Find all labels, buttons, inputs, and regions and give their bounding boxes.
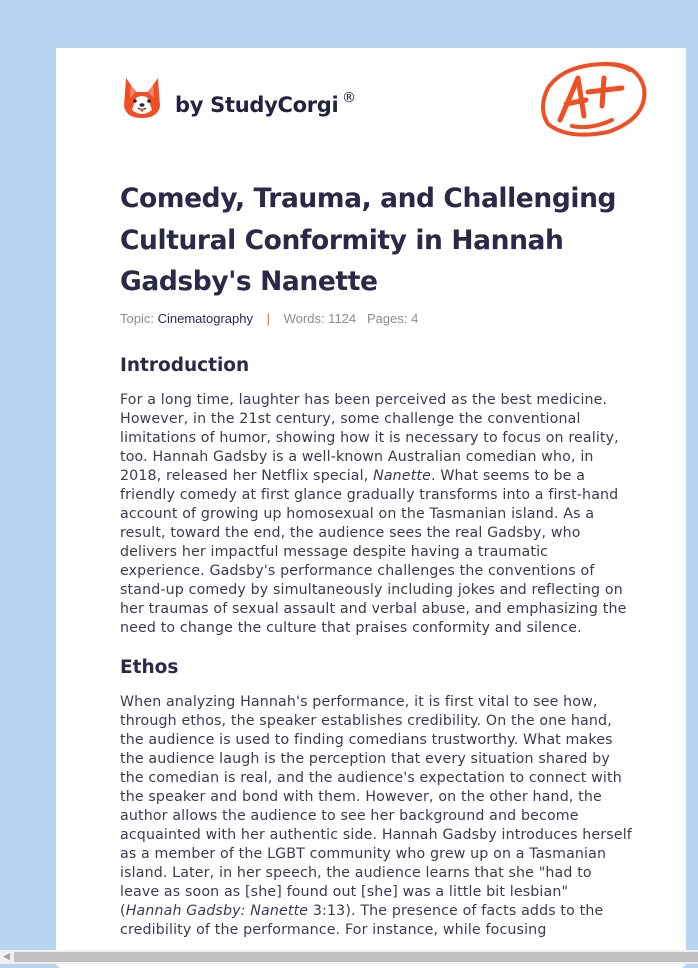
logo-text: by StudyCorgi: [175, 93, 339, 117]
section-heading-introduction: Introduction: [120, 355, 250, 376]
text-run: 3:13). The presence of facts adds to the credibility of the performance. For instance, while focusing: [120, 903, 604, 938]
word-count: Words: 1124: [283, 311, 357, 326]
text-run: When analyzing Hannah's performance, it is first vital to see how, through ethos, the speaker establishes credibility. On the one hand, the audience is used to finding comedians trustworthy. What makes the audience laugh is the perception that every situation shared by the comedian is real, and the audience's expectation to connect with the speaker and bond with them. However, on the other hand, the author allows the audience to see her background and become acquainted with her authentic side. Hannah Gadsby introduces herself as a member of the LGBT community who grew up on a Tasmanian island. Later, in her speech, the audience learns that she "had to leave as soon as [she] found out [she] was a little bit lesbian" (: [120, 694, 632, 919]
studycorgi-logo[interactable]: [122, 76, 162, 120]
italic-citation: Hannah Gadsby: Nanette: [125, 903, 309, 919]
scrollbar-thumb[interactable]: [14, 952, 698, 962]
text-run: . What seems to be a friendly comedy at first glance gradually transforms into a first-hand account of growing up homosexual on the Tasmanian island. As a result, toward the end, the audience sees the real Gadsby, who delivers her impactful message despite having a traumatic experience. Gadsby's performance challenges the conventions of stand-up comedy by simultaneously including jokes and reflecting on her traumas of sexual assault and verbal abuse, and emphasizing the need to change the culture that praises conformity and silence.: [120, 468, 627, 636]
page-count: Pages: 4: [366, 311, 419, 326]
document-meta: [120, 311, 418, 326]
topic-link[interactable]: Cinematography: [157, 311, 253, 326]
introduction-paragraph: [120, 391, 632, 638]
section-heading-ethos: Ethos: [120, 657, 179, 678]
a-plus-grade-icon: [538, 58, 648, 140]
horizontal-scrollbar[interactable]: [0, 950, 698, 964]
text-run: For a long time, laughter has been perceived as the best medicine. However, in the 21st century, some challenge the conventional limitations of humor, showing how it is necessary to focus on reality, too. Hannah Gadsby is a well-known Australian comedian who, in 2018, released her Netflix special,: [120, 392, 619, 484]
corgi-icon: [122, 76, 162, 120]
meta-separator: |: [266, 311, 270, 326]
ethos-paragraph: [120, 693, 632, 940]
italic-title: Nanette: [373, 468, 431, 484]
topic-label: Topic:: [120, 311, 154, 326]
registered-mark: ®: [342, 90, 356, 106]
scroll-left-arrow-icon[interactable]: ◀: [3, 952, 10, 962]
document-title: Comedy, Trauma, and Challenging Cultural Conformity in Hannah Gadsby's Nanette: [120, 183, 617, 297]
